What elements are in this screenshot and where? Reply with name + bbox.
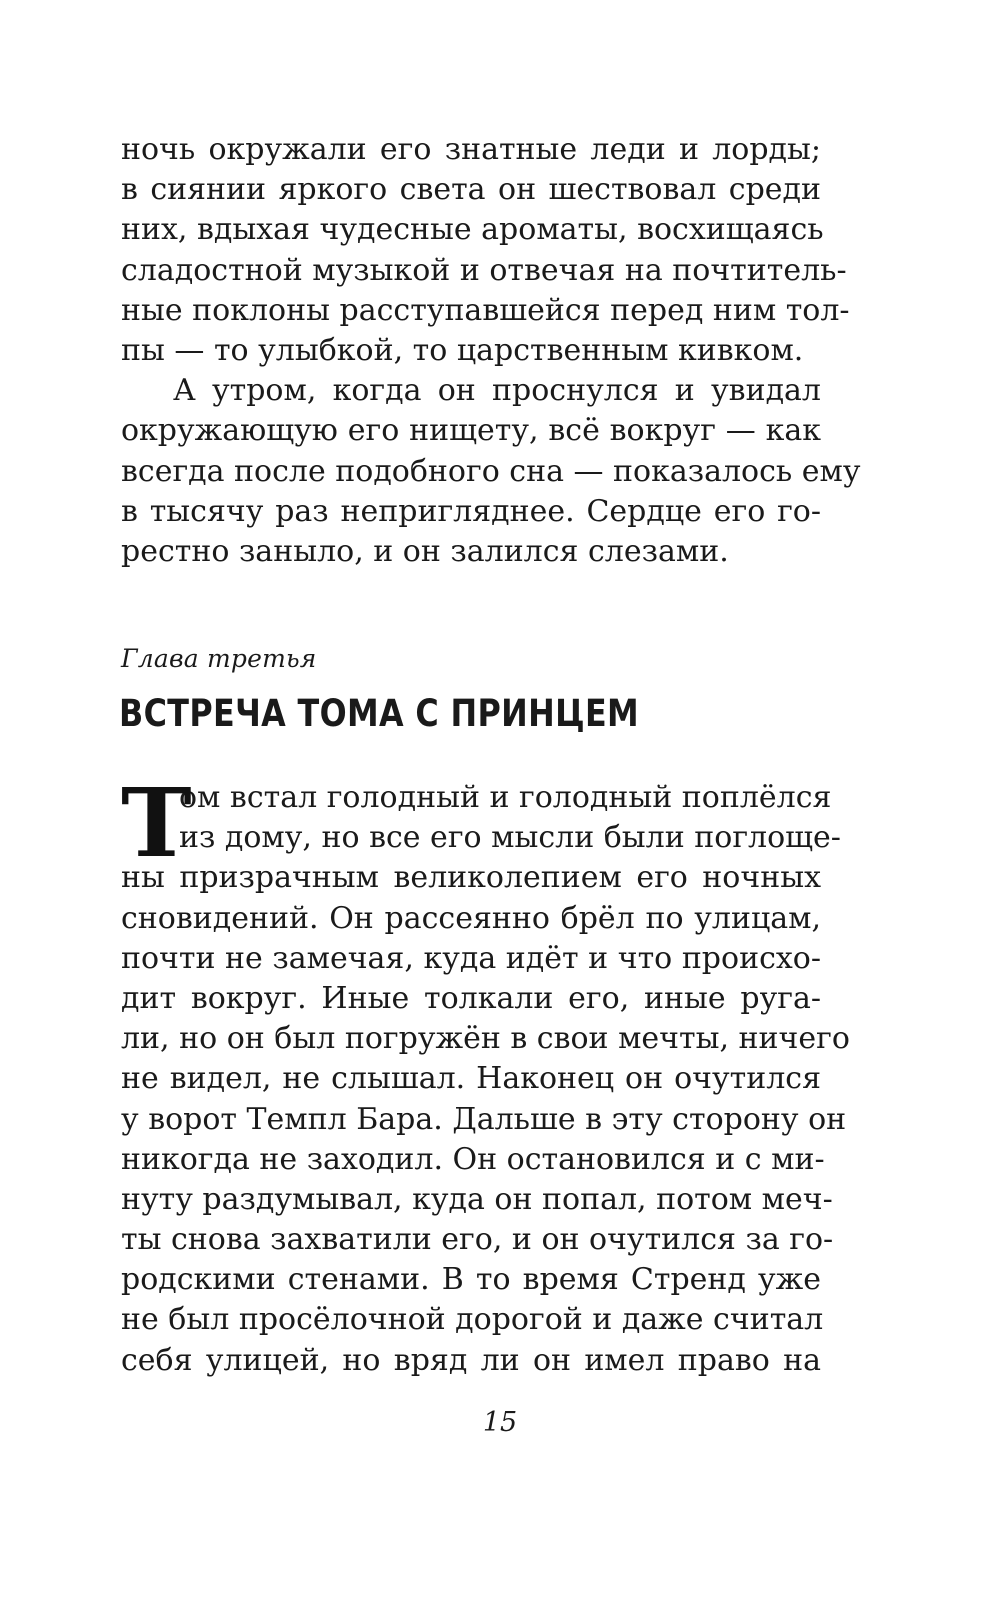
text-line: почти не замечая, куда идёт и что происхо-: [121, 940, 821, 976]
chapter-text-block: [121, 768, 850, 1381]
text-line: никогда не заходил. Он остановился и с ми-: [121, 1141, 825, 1177]
text-line: ли, но он был погружён в свои мечты, ничего: [121, 1021, 850, 1057]
text-line: сновидений. Он рассеянно брёл по улицам,: [121, 900, 821, 936]
drop-cap: Т: [121, 768, 192, 879]
text-line: ночь окружали его знатные леди и лорды;: [121, 132, 821, 167]
text-line: ом встал голодный и голодный поплёлся: [179, 780, 832, 815]
text-line: не был просёлочной дорогой и даже считал: [121, 1302, 824, 1338]
text-line: у ворот Темпл Бара. Дальше в эту сторону он: [121, 1101, 847, 1137]
chapter-title: ВСТРЕЧА ТОМА С ПРИНЦЕМ: [119, 692, 640, 735]
text-line: не видел, не слышал. Наконец он очутился: [121, 1061, 821, 1097]
text-line: дит вокруг. Иные толкали его, иные руга-: [121, 980, 821, 1016]
text-line: родскими стенами. В то время Стренд уже: [121, 1262, 821, 1298]
text-line: ные поклоны расступавшейся перед ним тол-: [121, 292, 850, 328]
text-line: рестно заныло, и он залился слезами.: [121, 533, 729, 569]
text-line: в сиянии яркого света он шествовал среди: [121, 172, 821, 208]
text-line: окружающую его нищету, всё вокруг — как: [121, 413, 821, 449]
text-line: них, вдыхая чудесные ароматы, восхищаясь: [121, 212, 824, 248]
text-line: себя улицей, но вряд ли он имел право на: [121, 1342, 821, 1378]
text-line: нуту раздумывал, куда он попал, потом меч-: [121, 1181, 833, 1217]
text-line: ты снова захватили его, и он очутился за го-: [121, 1222, 834, 1258]
text-line: пы — то улыбкой, то царственным кивком.: [121, 332, 804, 368]
text-line: А утром, когда он проснулся и увидал: [173, 373, 821, 409]
top-text-block: [121, 130, 861, 572]
text-line: в тысячу раз непригляднее. Сердце его го-: [121, 493, 821, 529]
text-line: ны призрачным великолепием его ночных: [121, 860, 821, 896]
text-line: всегда после подобного сна — показалось ему: [121, 453, 861, 489]
text-line: сладостной музыкой и отвечая на почтитель-: [121, 252, 847, 288]
text-line: из дому, но все его мысли были поглоще-: [179, 820, 841, 856]
chapter-label: Глава третья: [121, 644, 317, 673]
page-number: 15: [482, 1407, 518, 1438]
